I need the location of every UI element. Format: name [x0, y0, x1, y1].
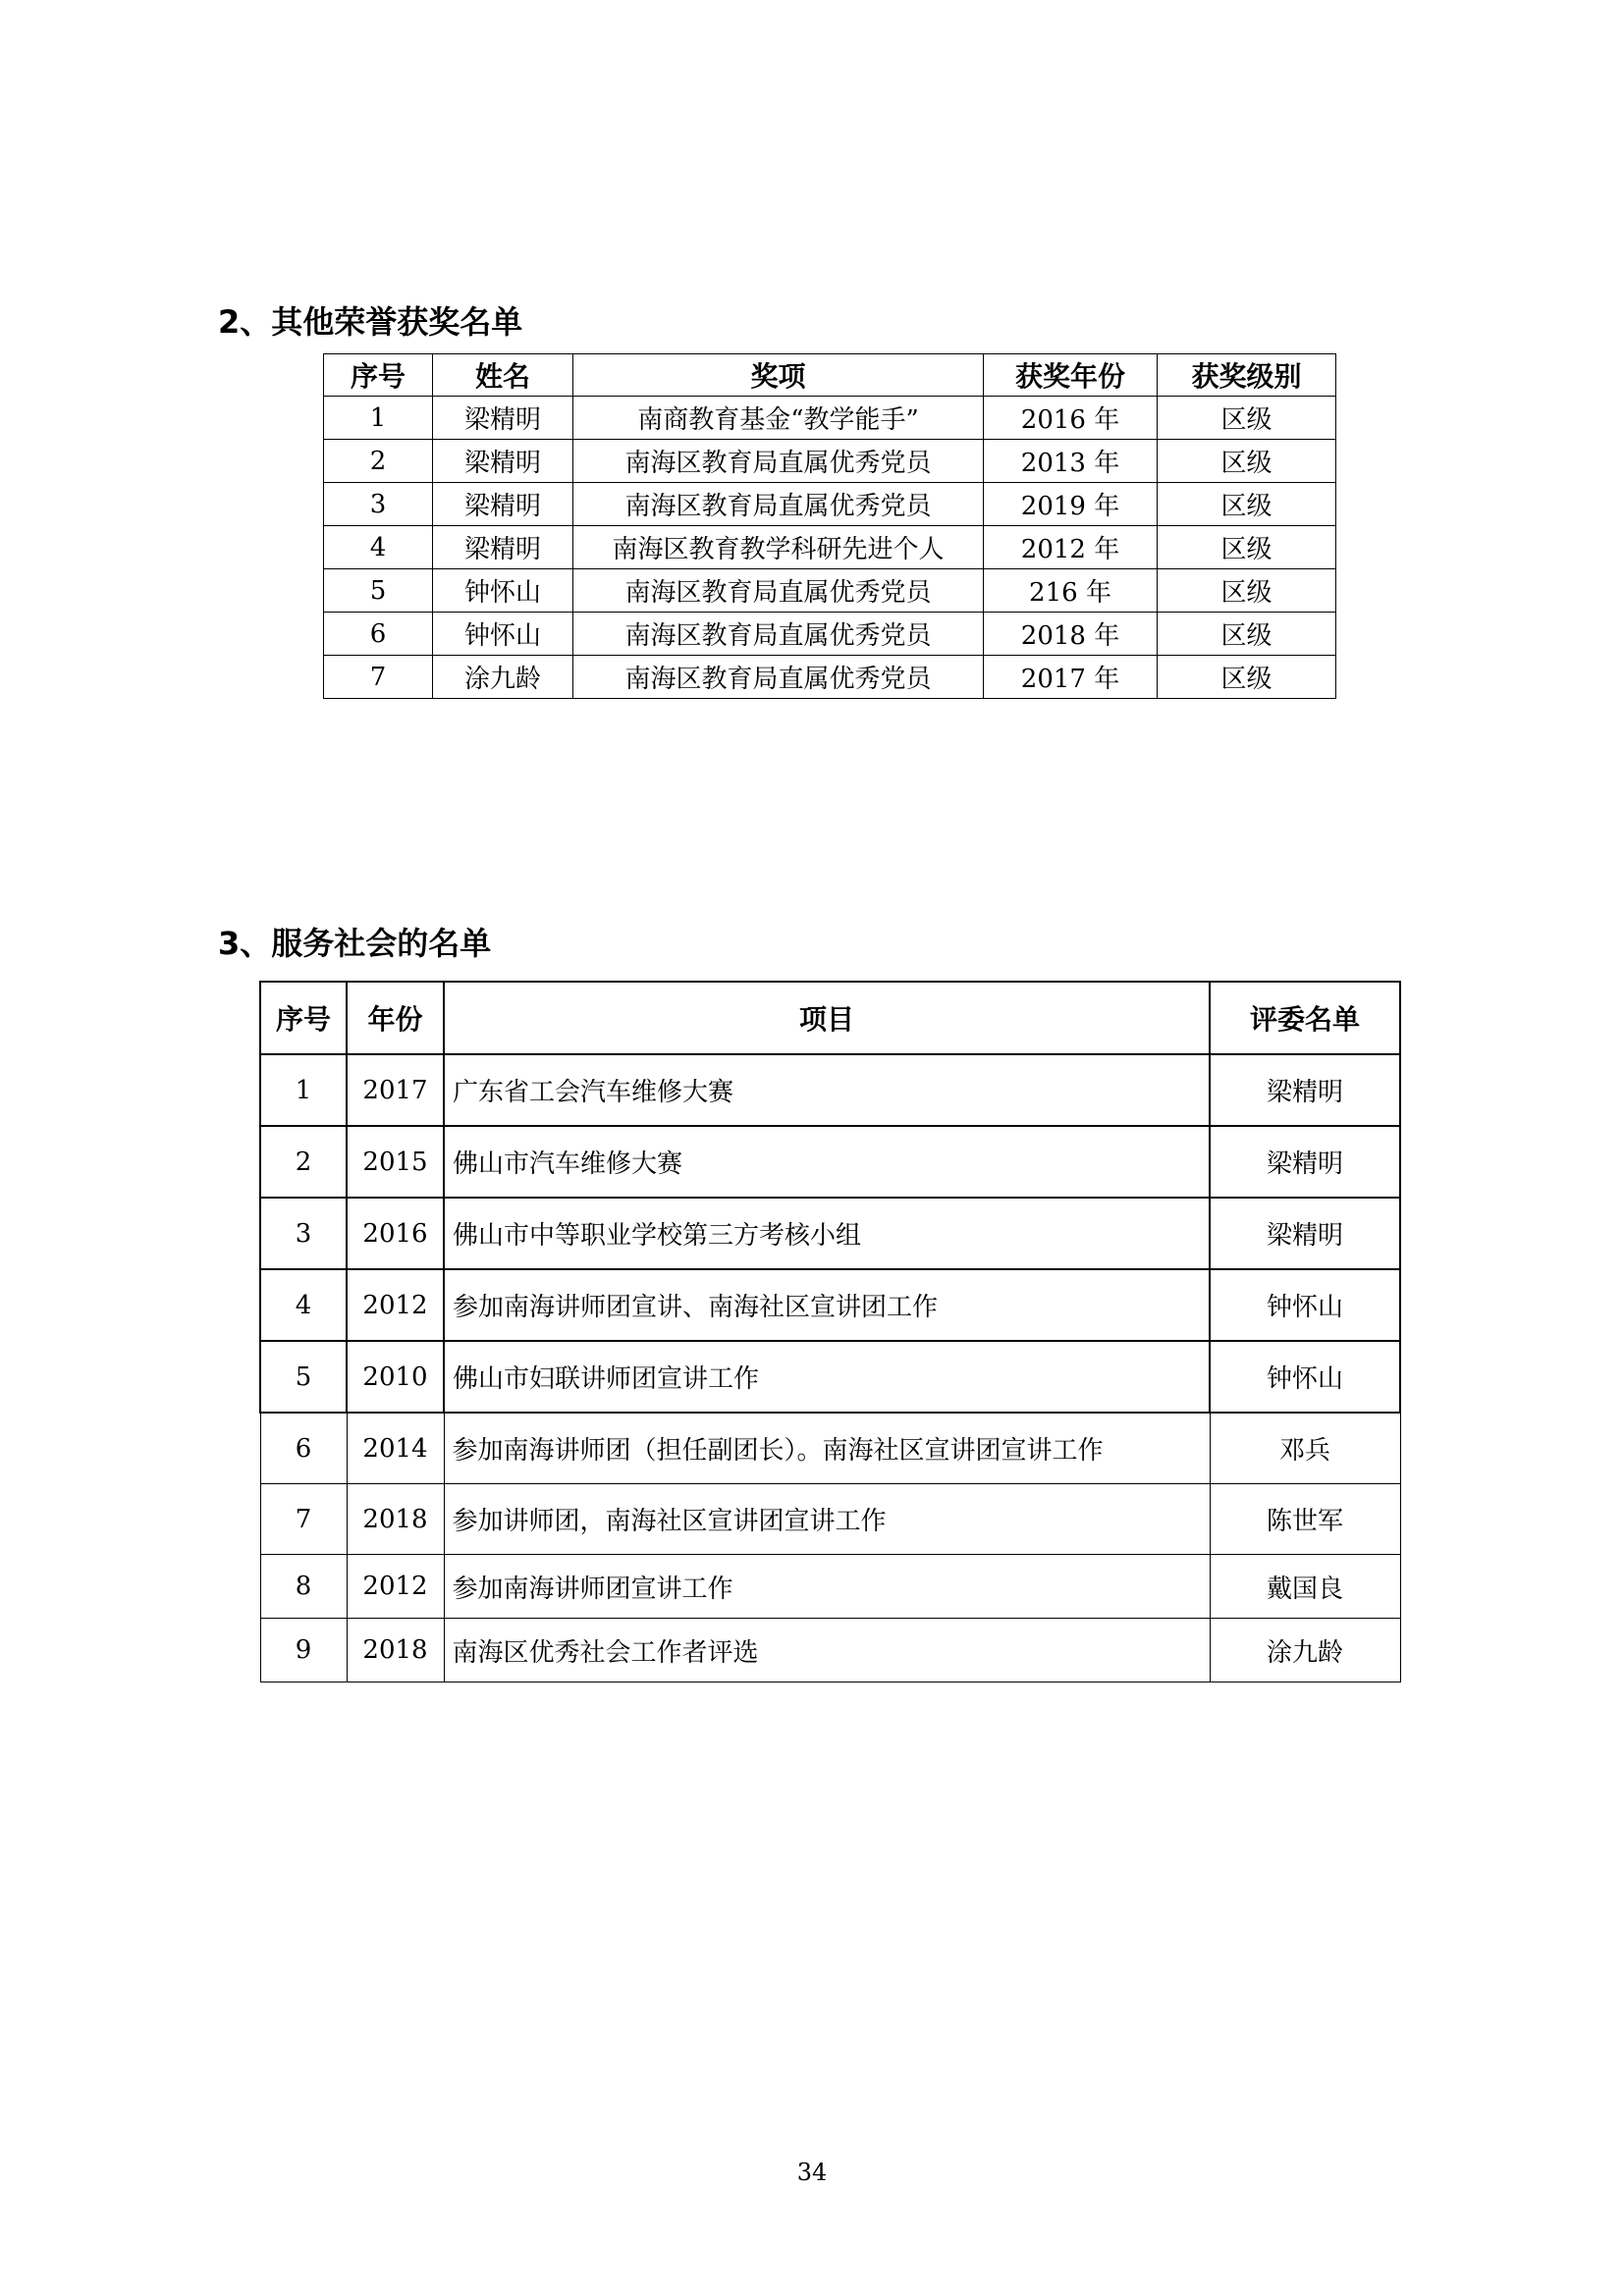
cell-index: 6	[260, 1413, 347, 1484]
cell-year: 2013 年	[984, 440, 1158, 483]
column-header-judges: 评委名单	[1210, 982, 1400, 1054]
cell-index: 6	[324, 613, 433, 656]
table-row	[324, 526, 1336, 569]
cell-judge: 陈世军	[1210, 1484, 1400, 1555]
cell-index: 3	[260, 1198, 347, 1269]
table-row	[260, 1341, 1400, 1413]
cell-year: 2012	[347, 1555, 444, 1619]
cell-year: 2018	[347, 1484, 444, 1555]
column-header-index: 序号	[324, 354, 433, 397]
cell-project: 参加南海讲师团宣讲工作	[444, 1555, 1210, 1619]
cell-name: 梁精明	[433, 526, 573, 569]
cell-index: 1	[260, 1054, 347, 1126]
column-header-award: 奖项	[573, 354, 984, 397]
cell-judge: 涂九龄	[1210, 1619, 1400, 1682]
table-header-row	[260, 982, 1400, 1054]
cell-judge: 戴国良	[1210, 1555, 1400, 1619]
cell-index: 8	[260, 1555, 347, 1619]
cell-level: 区级	[1158, 397, 1336, 440]
cell-index: 2	[260, 1126, 347, 1198]
table-row	[260, 1269, 1400, 1341]
cell-index: 1	[324, 397, 433, 440]
table-row	[324, 397, 1336, 440]
cell-judge: 钟怀山	[1210, 1341, 1400, 1413]
column-header-level: 获奖级别	[1158, 354, 1336, 397]
cell-judge: 钟怀山	[1210, 1269, 1400, 1341]
cell-year: 2012	[347, 1269, 444, 1341]
cell-year: 216 年	[984, 569, 1158, 613]
cell-award: 南海区教育教学科研先进个人	[573, 526, 984, 569]
table-header-row	[324, 354, 1336, 397]
section-title-honors: 2、其他荣誉获奖名单	[218, 303, 523, 341]
cell-name: 梁精明	[433, 397, 573, 440]
table-row	[260, 1413, 1400, 1484]
service-table	[259, 981, 1401, 1682]
cell-year: 2015	[347, 1126, 444, 1198]
cell-project: 参加讲师团，南海社区宣讲团宣讲工作	[444, 1484, 1210, 1555]
cell-judge: 梁精明	[1210, 1054, 1400, 1126]
cell-project: 参加南海讲师团（担任副团长）。南海社区宣讲团宣讲工作	[444, 1413, 1210, 1484]
table-row	[260, 1054, 1400, 1126]
table-row	[324, 656, 1336, 699]
cell-index: 5	[260, 1341, 347, 1413]
column-header-year: 获奖年份	[984, 354, 1158, 397]
cell-award: 南海区教育局直属优秀党员	[573, 483, 984, 526]
cell-year: 2016 年	[984, 397, 1158, 440]
cell-judge: 梁精明	[1210, 1198, 1400, 1269]
table-row	[260, 1198, 1400, 1269]
table-row	[260, 1619, 1400, 1682]
cell-index: 3	[324, 483, 433, 526]
cell-project: 南海区优秀社会工作者评选	[444, 1619, 1210, 1682]
column-header-project: 项目	[444, 982, 1210, 1054]
cell-index: 5	[324, 569, 433, 613]
cell-project: 佛山市汽车维修大赛	[444, 1126, 1210, 1198]
cell-name: 梁精明	[433, 483, 573, 526]
table-row	[324, 613, 1336, 656]
cell-year: 2014	[347, 1413, 444, 1484]
cell-name: 梁精明	[433, 440, 573, 483]
cell-index: 7	[260, 1484, 347, 1555]
cell-name: 涂九龄	[433, 656, 573, 699]
column-header-index: 序号	[260, 982, 347, 1054]
cell-award: 南海区教育局直属优秀党员	[573, 569, 984, 613]
cell-project: 参加南海讲师团宣讲、南海社区宣讲团工作	[444, 1269, 1210, 1341]
cell-index: 4	[260, 1269, 347, 1341]
cell-level: 区级	[1158, 483, 1336, 526]
page-number: 34	[796, 2159, 828, 2186]
cell-index: 4	[324, 526, 433, 569]
cell-level: 区级	[1158, 656, 1336, 699]
cell-year: 2012 年	[984, 526, 1158, 569]
honors-table	[323, 353, 1336, 699]
cell-year: 2017 年	[984, 656, 1158, 699]
table-row	[260, 1484, 1400, 1555]
cell-index: 7	[324, 656, 433, 699]
table-row	[260, 1126, 1400, 1198]
cell-project: 广东省工会汽车维修大赛	[444, 1054, 1210, 1126]
cell-level: 区级	[1158, 526, 1336, 569]
table-row	[324, 483, 1336, 526]
cell-level: 区级	[1158, 569, 1336, 613]
cell-index: 9	[260, 1619, 347, 1682]
cell-name: 钟怀山	[433, 569, 573, 613]
cell-level: 区级	[1158, 613, 1336, 656]
table-row	[324, 569, 1336, 613]
cell-judge: 梁精明	[1210, 1126, 1400, 1198]
cell-year: 2019 年	[984, 483, 1158, 526]
cell-year: 2016	[347, 1198, 444, 1269]
cell-judge: 邓兵	[1210, 1413, 1400, 1484]
cell-year: 2017	[347, 1054, 444, 1126]
column-header-name: 姓名	[433, 354, 573, 397]
cell-project: 佛山市中等职业学校第三方考核小组	[444, 1198, 1210, 1269]
cell-index: 2	[324, 440, 433, 483]
column-header-year: 年份	[347, 982, 444, 1054]
cell-level: 区级	[1158, 440, 1336, 483]
section-title-service: 3、服务社会的名单	[218, 925, 492, 962]
cell-project: 佛山市妇联讲师团宣讲工作	[444, 1341, 1210, 1413]
cell-name: 钟怀山	[433, 613, 573, 656]
cell-year: 2010	[347, 1341, 444, 1413]
table-row	[324, 440, 1336, 483]
cell-award: 南海区教育局直属优秀党员	[573, 440, 984, 483]
table-row	[260, 1555, 1400, 1619]
cell-award: 南海区教育局直属优秀党员	[573, 613, 984, 656]
cell-year: 2018	[347, 1619, 444, 1682]
cell-award: 南商教育基金“教学能手”	[573, 397, 984, 440]
cell-year: 2018 年	[984, 613, 1158, 656]
cell-award: 南海区教育局直属优秀党员	[573, 656, 984, 699]
